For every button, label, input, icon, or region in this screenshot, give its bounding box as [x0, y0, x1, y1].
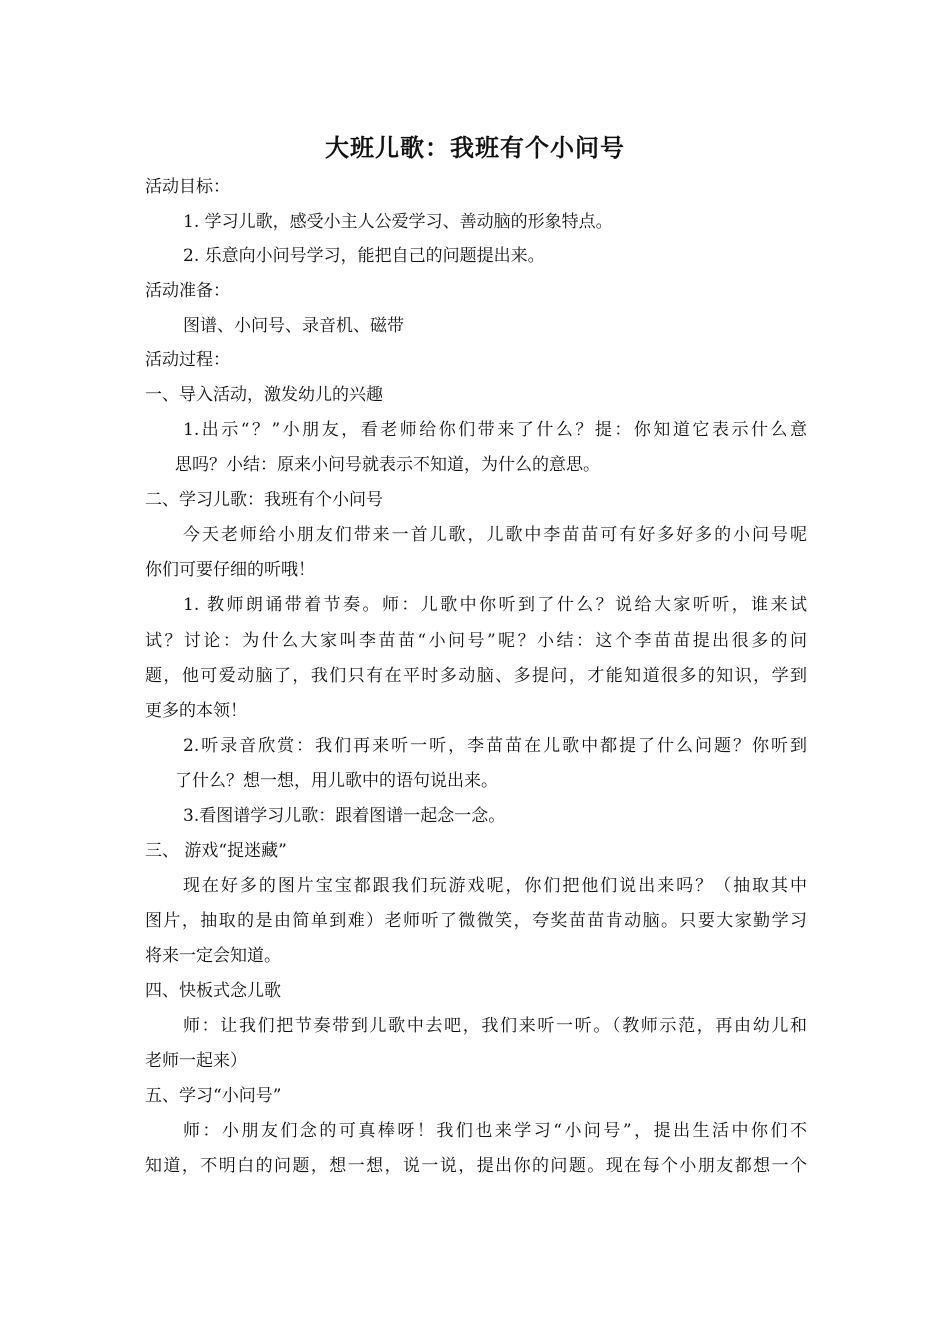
- paragraph-line: 老师一起来）: [145, 1051, 247, 1071]
- paragraph-line: 题，他可爱动脑了，我们只有在平时多动脑、多提问，才能知道很多的知识，学到: [145, 666, 807, 686]
- paragraph-line: 你们可要仔细的听哦！: [145, 560, 315, 580]
- paragraph-line: 1. 教师朗诵带着节奏。师：儿歌中你听到了什么？说给大家听听，谁来试: [183, 595, 807, 615]
- paragraph-line: 2.听录音欣赏：我们再来听一听，李苗苗在儿歌中都提了什么问题？你听到: [183, 736, 807, 756]
- paragraph-line: 知道，不明白的问题，想一想，说一说，提出你的问题。现在每个小朋友都想一个: [145, 1156, 807, 1176]
- paragraph-line: 了什么？想一想，用儿歌中的语句说出来。: [175, 771, 498, 791]
- paragraph-line: 将来一定会知道。: [145, 946, 281, 966]
- goal-item-1: 1. 学习儿歌，感受小主人公爱学习、善动脑的形象特点。: [183, 212, 613, 232]
- paragraph-line: 试？讨论：为什么大家叫李苗苗“小问号”呢？小结：这个李苗苗提出很多的问: [145, 631, 807, 651]
- step-heading-2: 二、学习儿歌：我班有个小问号: [145, 490, 383, 510]
- paragraph-line: 师：让我们把节奏带到儿歌中去吧，我们来听一听。（教师示范，再由幼儿和: [183, 1016, 807, 1036]
- paragraph-line: 3.看图谱学习儿歌：跟着图谱一起念一念。: [183, 806, 506, 826]
- section-heading-preparation: 活动准备：: [145, 281, 230, 301]
- goal-item-2: 2. 乐意向小问号学习，能把自己的问题提出来。: [183, 246, 545, 266]
- paragraph-line: 更多的本领！: [145, 701, 247, 721]
- step-heading-4: 四、快板式念儿歌: [145, 981, 281, 1001]
- step-heading-1: 一、导入活动，激发幼儿的兴趣: [145, 385, 383, 405]
- step-heading-3: 三、 游戏“捉迷藏”: [145, 841, 287, 861]
- paragraph-line: 师：小朋友们念的可真棒呀！我们也来学习“小问号”，提出生活中你们不: [183, 1121, 807, 1141]
- paragraph-line: 现在好多的图片宝宝都跟我们玩游戏呢，你们把他们说出来吗？（抽取其中: [183, 876, 807, 896]
- paragraph-line: 图片，抽取的是由简单到难）老师听了微微笑，夸奖苗苗肯动脑。只要大家勤学习: [145, 911, 807, 931]
- paragraph-line: 今天老师给小朋友们带来一首儿歌，儿歌中李苗苗可有好多好多的小问号呢: [183, 525, 807, 545]
- preparation-materials: 图谱、小问号、录音机、磁带: [183, 316, 404, 336]
- section-heading-process: 活动过程：: [145, 350, 230, 370]
- step-heading-5: 五、学习“小问号”: [145, 1086, 282, 1106]
- page-title: 大班儿歌：我班有个小问号: [325, 134, 625, 162]
- section-heading-goals: 活动目标：: [145, 177, 230, 197]
- paragraph-line: 思吗？小结：原来小问号就表示不知道，为什么的意思。: [175, 455, 600, 475]
- paragraph-line: 1.出示“？”小朋友，看老师给你们带来了什么？提：你知道它表示什么意: [183, 420, 807, 440]
